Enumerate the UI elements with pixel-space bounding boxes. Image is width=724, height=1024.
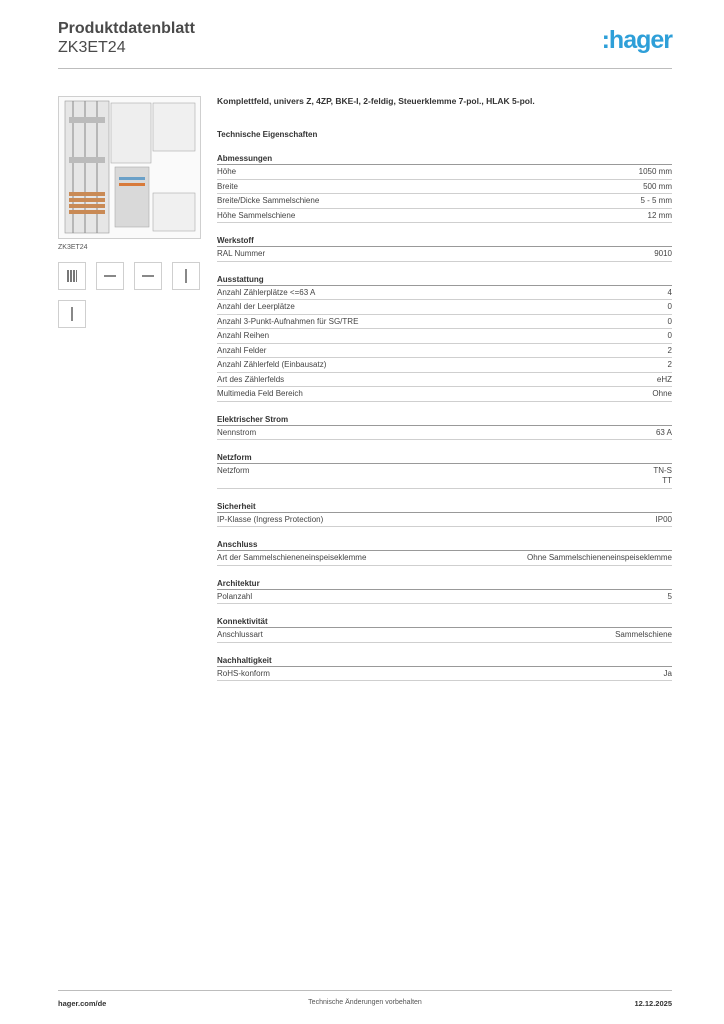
spec-value [527,553,672,563]
spec-label: Netzform [217,466,250,475]
spec-value [668,302,672,312]
spec-value-line: 9010 [654,249,672,258]
spec-value-line: 500 mm [643,181,672,191]
spec-label: Anzahl Zählerplätze <=63 A [217,287,316,297]
thumbnail-3[interactable] [134,262,162,290]
spec-label: Anzahl Felder [217,345,267,355]
spec-row [217,180,672,195]
spec-section [217,453,672,489]
spec-label: Anzahl der Leerplätze [217,302,295,311]
product-description: Komplettfeld, univers Z, 4ZP, BKE-I, 2-feldig, Steuerklemme 7-pol., HLAK 5-pol. [217,96,535,106]
footer-note: Technische Änderungen vorbehalten [308,999,422,1006]
spec-label: RAL Nummer [217,249,266,258]
image-caption: ZK3ET24 [58,244,88,251]
part-vertical-thumb-icon [71,307,73,321]
spec-value-line: Ohne Sammelschieneneinspeiseklemme [527,553,672,562]
spec-label: Anzahl 3-Punkt-Aufnahmen für SG/TRE [217,316,359,326]
spec-value [656,428,672,438]
spec-section [217,656,672,682]
spec-value-line: TT [662,476,672,485]
spec-row [217,551,672,566]
spec-value [668,346,672,356]
spec-value [668,360,672,370]
spec-row [217,387,672,402]
spec-value-line: Sammelschiene [615,630,672,639]
spec-value [652,389,672,399]
spec-value-line: 5 [667,591,672,601]
spec-row [217,358,672,373]
spec-sections [217,154,672,681]
spec-value [639,167,672,177]
product-media [58,96,201,328]
product-code: ZK3ET24 [58,39,126,56]
document-type-title: Produktdatenblatt [58,20,195,37]
spec-value [664,669,672,679]
spec-value-line: 12 mm [647,210,672,220]
spec-value [653,466,672,486]
spec-row [217,209,672,224]
spec-row [217,373,672,388]
spec-label: Höhe Sammelschiene [217,210,296,220]
spec-label: Multimedia Feld Bereich [217,389,303,398]
product-details [217,96,672,681]
spec-row [217,194,672,209]
thumbnail-5[interactable] [58,300,86,328]
spec-value [654,249,672,259]
spec-row [217,165,672,180]
spec-row [217,329,672,344]
thumbnail-strip [58,262,201,328]
part-thumb-icon [104,275,116,277]
spec-value-line: Ohne [652,389,672,398]
spec-value-line: 0 [667,331,672,340]
footer-date: 12.12.2025 [634,999,672,1008]
hager-logo: :hager [601,26,672,54]
spec-section [217,236,672,262]
spec-row [217,667,672,682]
section-title: Werkstoff [217,236,672,247]
spec-value [668,592,672,602]
product-illustration-icon [59,97,200,238]
spec-section [217,540,672,566]
part-vertical-thumb-icon [185,269,187,283]
spec-value [657,375,672,385]
spec-value-line: 1050 mm [638,167,672,176]
section-title: Abmessungen [217,154,672,165]
spec-row [217,315,672,330]
section-title: Anschluss [217,540,672,551]
spec-section [217,579,672,605]
spec-label: RoHS-konform [217,668,270,678]
spec-label: Breite/Dicke Sammelschiene [217,196,320,205]
spec-value [643,182,672,192]
product-front-thumb-icon [67,270,77,282]
spec-label: Anschlussart [217,630,263,639]
thumbnail-4[interactable] [172,262,200,290]
spec-value [615,630,672,640]
spec-value-line: eHZ [656,374,672,384]
spec-section [217,275,672,402]
thumbnail-1[interactable] [58,262,86,290]
spec-label: Polanzahl [217,591,253,601]
spec-label: Anzahl Zählerfeld (Einbausatz) [217,360,327,369]
spec-value-line: 0 [667,302,672,311]
spec-row [217,513,672,528]
spec-label: Anzahl Reihen [217,331,270,340]
spec-value [648,211,672,221]
page-header [58,20,672,69]
spec-label: Art der Sammelschieneneinspeiseklemme [217,553,367,562]
spec-value-line: 4 [667,287,672,297]
spec-row [217,464,672,489]
section-title: Nachhaltigkeit [217,656,672,667]
product-image[interactable] [58,96,201,239]
spec-section [217,502,672,528]
spec-row [217,286,672,301]
spec-value [668,317,672,327]
section-title: Architektur [217,579,672,590]
thumbnail-2[interactable] [96,262,124,290]
spec-row [217,247,672,262]
section-title: Sicherheit [217,502,672,513]
technical-properties-heading: Technische Eigenschaften [217,130,318,139]
page-footer [58,990,672,1008]
spec-label: Art des Zählerfelds [217,374,285,384]
spec-label: Höhe [217,167,237,176]
footer-website[interactable]: hager.com/de [58,999,107,1008]
spec-row [217,300,672,315]
spec-value [668,331,672,341]
section-title: Konnektivität [217,617,672,628]
spec-value-line: TN-S [653,466,672,475]
spec-row [217,628,672,643]
part-thumb-icon [142,275,154,277]
spec-row [217,344,672,359]
spec-value-line: 5 - 5 mm [640,196,672,205]
spec-label: IP-Klasse (Ingress Protection) [217,514,324,524]
spec-value-line: 2 [667,345,672,355]
spec-section [217,617,672,643]
spec-section [217,154,672,223]
spec-row [217,426,672,441]
spec-section [217,415,672,441]
spec-value-line: 2 [667,360,672,369]
spec-label: Breite [217,181,238,191]
spec-value-line: 63 A [655,427,672,437]
spec-value [640,196,672,206]
spec-value-line: IP00 [655,514,672,524]
spec-row [217,590,672,605]
spec-value-line: 0 [667,316,672,326]
section-title: Netzform [217,453,672,464]
section-title: Elektrischer Strom [217,415,672,426]
spec-label: Nennstrom [217,427,257,437]
spec-value-line: Ja [663,668,672,678]
section-title: Ausstattung [217,275,672,286]
spec-value [656,515,672,525]
spec-value [668,288,672,298]
